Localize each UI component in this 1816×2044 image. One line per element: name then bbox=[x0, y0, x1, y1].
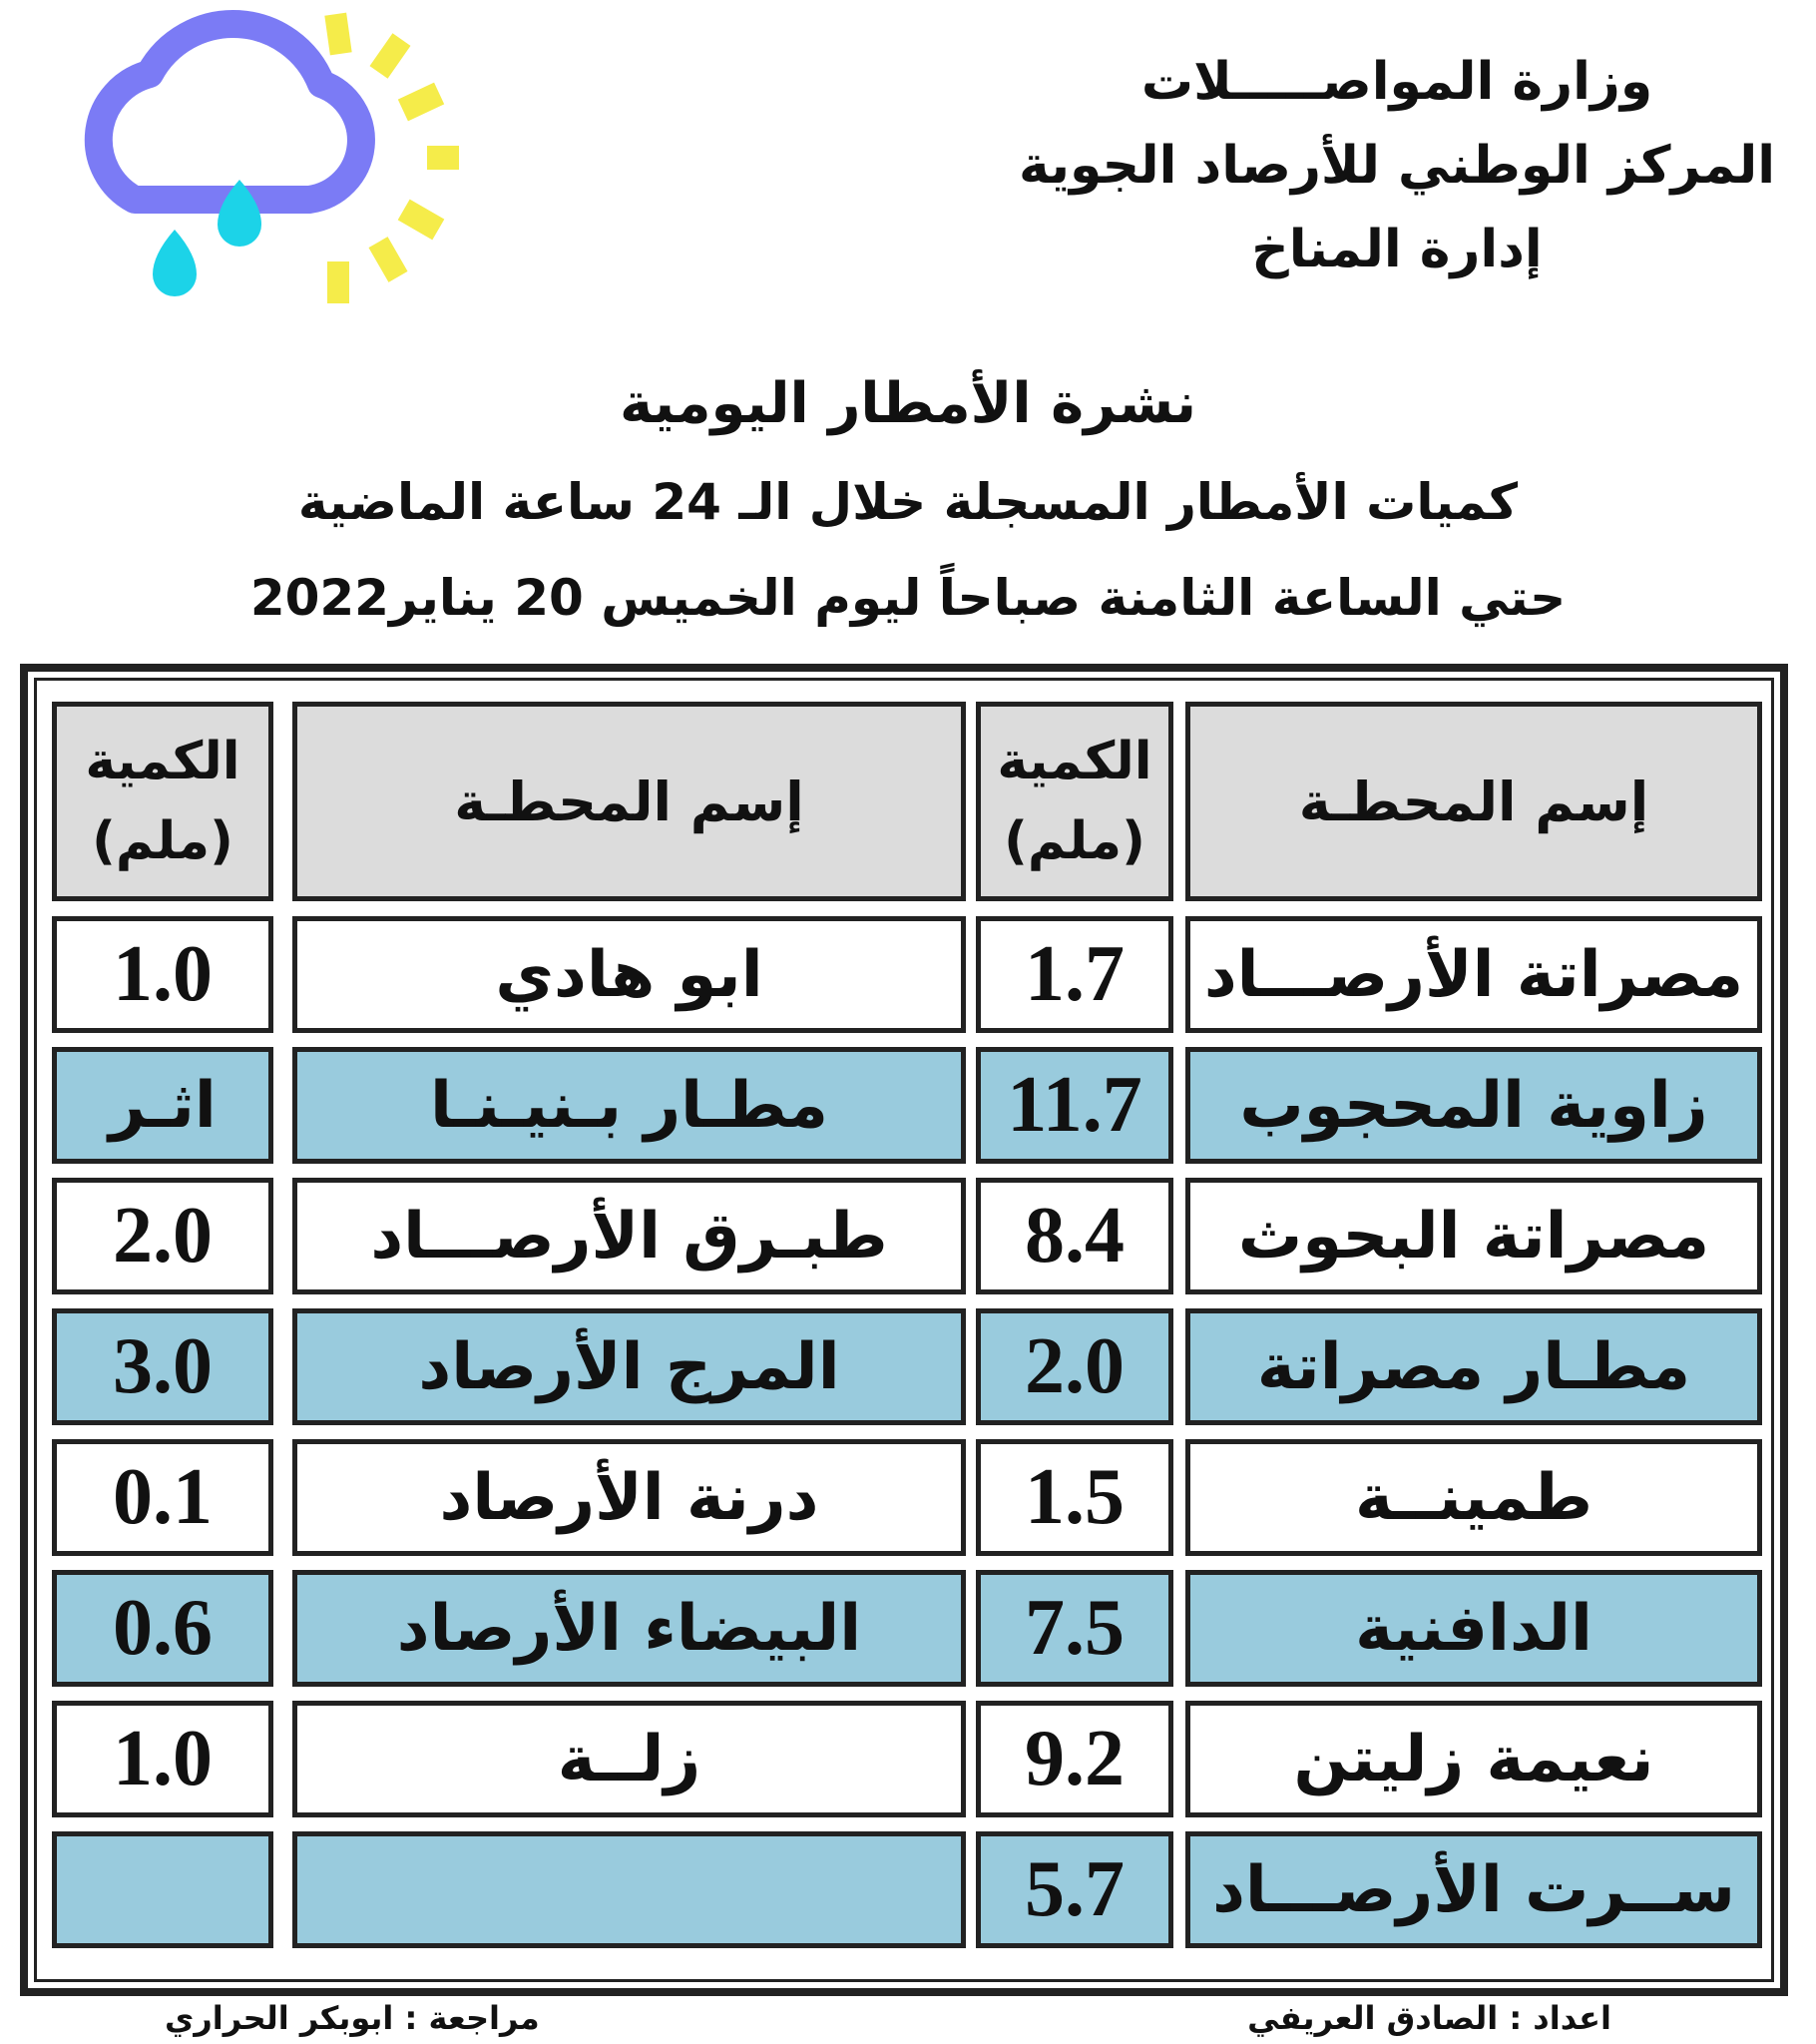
row-1-station-right: مصراتة الأرصـــاد bbox=[1185, 916, 1762, 1033]
row-8-qty-right: 5.7 bbox=[976, 1831, 1173, 1948]
row-3-qty-left: 2.0 bbox=[52, 1178, 273, 1294]
row-7-station-left: زلــة bbox=[292, 1701, 966, 1817]
bulletin-title: نشرة الأمطار اليومية bbox=[620, 371, 1196, 436]
row-6-qty-right: 7.5 bbox=[976, 1570, 1173, 1687]
row-3-station-left: طبـرق الأرصـــاد bbox=[292, 1178, 966, 1294]
bulletin-titles bbox=[0, 354, 1816, 646]
row-6-station-right: الدافنية bbox=[1185, 1570, 1762, 1687]
row-6-station-left: البيضاء الأرصاد bbox=[292, 1570, 966, 1687]
prepared-by: اعداد : الصادق العريفي bbox=[1247, 1999, 1611, 2037]
department-name: إدارة المناخ bbox=[1251, 220, 1543, 279]
row-1-station-left: ابو هادي bbox=[292, 916, 966, 1033]
rainfall-table-frame bbox=[20, 664, 1788, 1996]
row-1-qty-right: 1.7 bbox=[976, 916, 1173, 1033]
row-7-qty-left: 1.0 bbox=[52, 1701, 273, 1817]
ministry-header bbox=[1018, 40, 1776, 291]
row-6-qty-left: 0.6 bbox=[52, 1570, 273, 1687]
ministry-name: وزارة المواصـــــلات bbox=[1140, 52, 1653, 112]
bulletin-subtitle: كميات الأمطار المسجلة خلال الـ 24 ساعة الماضية bbox=[297, 473, 1519, 531]
center-name: المركز الوطني للأرصاد الجوية bbox=[1018, 136, 1776, 196]
header-qty-right: الكمية (ملم) bbox=[976, 702, 1173, 901]
row-5-qty-left: 0.1 bbox=[52, 1439, 273, 1556]
row-2-qty-left: اثـر bbox=[52, 1047, 273, 1164]
reviewed-by: مراجعة : ابوبكر الحراري bbox=[165, 1999, 540, 2037]
row-2-station-right: زاوية المحجوب bbox=[1185, 1047, 1762, 1164]
row-4-qty-left: 3.0 bbox=[52, 1308, 273, 1425]
row-4-station-left: المرج الأرصاد bbox=[292, 1308, 966, 1425]
header-qty-left: الكمية (ملم) bbox=[52, 702, 273, 901]
row-7-qty-right: 9.2 bbox=[976, 1701, 1173, 1817]
row-7-station-right: نعيمة زليتن bbox=[1185, 1701, 1762, 1817]
row-3-station-right: مصراتة البحوث bbox=[1185, 1178, 1762, 1294]
row-2-qty-right: 11.7 bbox=[976, 1047, 1173, 1164]
header-station-left: إسم المحطـة bbox=[292, 702, 966, 901]
row-8-qty-left bbox=[52, 1831, 273, 1948]
rain-cloud-sun-icon bbox=[40, 0, 459, 319]
row-4-qty-right: 2.0 bbox=[976, 1308, 1173, 1425]
row-2-station-left: مطـار بـنيـنـا bbox=[292, 1047, 966, 1164]
row-5-station-right: طمينــة bbox=[1185, 1439, 1762, 1556]
row-8-station-right: ســرت الأرصـــاد bbox=[1185, 1831, 1762, 1948]
row-3-qty-right: 8.4 bbox=[976, 1178, 1173, 1294]
row-4-station-right: مطـار مصراتة bbox=[1185, 1308, 1762, 1425]
row-8-station-left bbox=[292, 1831, 966, 1948]
row-1-qty-left: 1.0 bbox=[52, 916, 273, 1033]
row-5-qty-right: 1.5 bbox=[976, 1439, 1173, 1556]
header-station-right: إسم المحطـة bbox=[1185, 702, 1762, 901]
row-5-station-left: درنة الأرصاد bbox=[292, 1439, 966, 1556]
bulletin-date: حتي الساعة الثامنة صباحاً ليوم الخميس 20 يناير2022 bbox=[249, 569, 1567, 627]
